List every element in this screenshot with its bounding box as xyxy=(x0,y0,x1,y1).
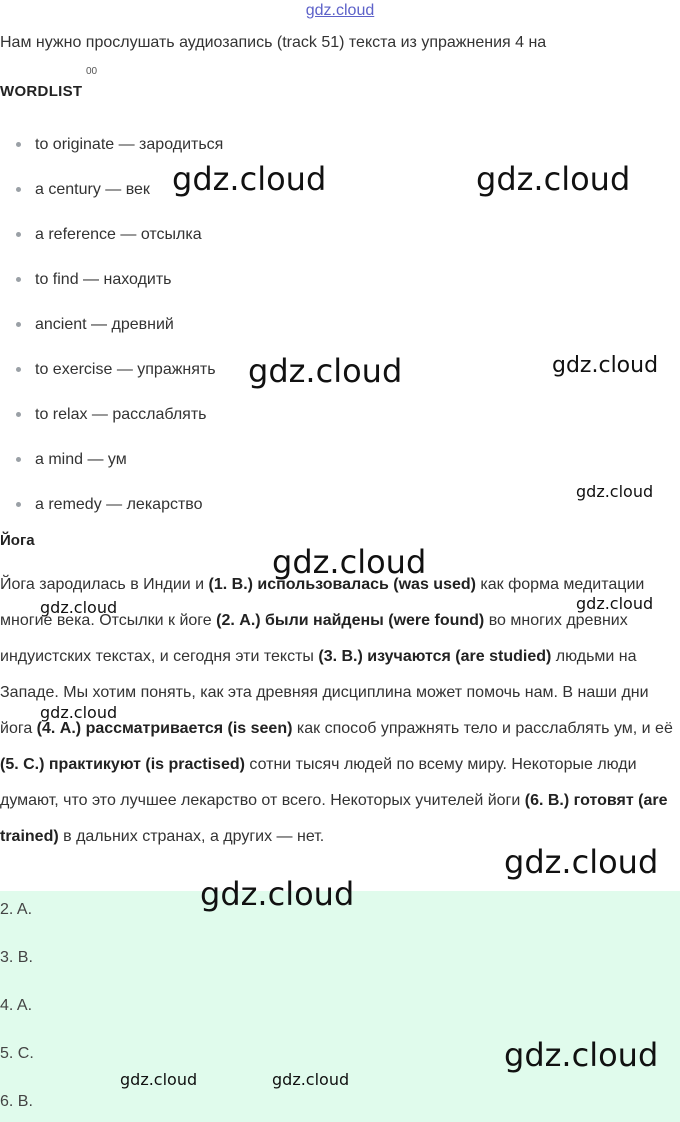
yoga-heading: Йога xyxy=(0,532,35,549)
answer-highlight: (5. C.) практикуют (is practised) xyxy=(0,756,245,773)
paragraph-segment: как способ упражнять тело и расслаблять ум, и её xyxy=(292,720,673,737)
wordlist-item: to originate — зародиться xyxy=(16,136,223,154)
watermark: gdz.cloud xyxy=(476,160,631,198)
watermark: gdz.cloud xyxy=(576,594,654,613)
watermark: gdz.cloud xyxy=(172,160,327,198)
answer-item: 4. A. xyxy=(0,997,33,1014)
watermark: gdz.cloud xyxy=(40,598,118,617)
watermark: gdz.cloud xyxy=(120,1070,198,1089)
bullet-icon xyxy=(16,502,21,507)
answer-highlight: (6. B.) готовят (are trained) xyxy=(0,792,668,845)
watermark: gdz.cloud xyxy=(504,1036,659,1074)
paragraph-segment: людьми на Западе. Мы хотим понять, как эта древняя дисциплина может помочь нам. В наши дни йога xyxy=(0,648,649,737)
bullet-icon xyxy=(16,232,21,237)
wordlist-item: to relax — расслаблять xyxy=(16,406,207,424)
answer-highlight: (4. A.) рассматривается (is seen) xyxy=(36,720,293,737)
intro-cutoff-text: 00 xyxy=(86,66,98,77)
bullet-icon xyxy=(16,187,21,192)
wordlist-heading: WORDLIST xyxy=(0,83,83,100)
watermark: gdz.cloud xyxy=(272,543,427,581)
bullet-icon xyxy=(16,412,21,417)
paragraph-segment: в дальних странах, а других — нет. xyxy=(58,828,325,845)
wordlist-item: a century — век xyxy=(16,181,150,199)
paragraph-segment: сотни тысяч людей по всему миру. Некоторые люди думают, что это лучшее лекарство от всего. Некоторых учителей йоги xyxy=(0,756,637,809)
wordlist-item: to exercise — упражнять xyxy=(16,361,216,379)
bullet-icon xyxy=(16,367,21,372)
paragraph-segment: как форма медитации многие века. Отсылки к йоге xyxy=(0,576,645,629)
paragraph-segment: Йога зародилась в Индии и xyxy=(0,576,209,593)
answer-item: 2. A. xyxy=(0,901,33,918)
watermark: gdz.cloud xyxy=(40,703,118,722)
wordlist-item: ancient — древний xyxy=(16,316,174,334)
watermark: gdz.cloud xyxy=(504,843,659,881)
watermark: gdz.cloud xyxy=(200,875,355,913)
answer-item: 3. B. xyxy=(0,949,33,966)
answer-item: 5. C. xyxy=(0,1045,34,1062)
wordlist-item: a reference — отсылка xyxy=(16,226,202,244)
bullet-icon xyxy=(16,457,21,462)
site-link[interactable]: gdz.cloud xyxy=(305,2,375,19)
bullet-icon xyxy=(16,277,21,282)
watermark: gdz.cloud xyxy=(552,353,659,378)
wordlist-item: a remedy — лекарство xyxy=(16,496,203,514)
wordlist-item: a mind — ум xyxy=(16,451,127,469)
answer-highlight: (2. A.) были найдены (were found) xyxy=(216,612,485,629)
answer-highlight: (3. B.) изучаются (are studied) xyxy=(318,648,552,665)
wordlist-item: to find — находить xyxy=(16,271,172,289)
answer-highlight: (1. B.) использовалась (was used) xyxy=(208,576,476,593)
watermark: gdz.cloud xyxy=(576,482,654,501)
watermark: gdz.cloud xyxy=(272,1070,350,1089)
bullet-icon xyxy=(16,322,21,327)
paragraph-segment: во многих древних индуистских текстах, и сегодня эти тексты xyxy=(0,612,628,665)
bullet-icon xyxy=(16,142,21,147)
intro-text: Нам нужно прослушать аудиозапись (track 51) текста из упражнения 4 на xyxy=(0,34,547,51)
answer-item: 6. B. xyxy=(0,1093,33,1110)
watermark: gdz.cloud xyxy=(248,352,403,390)
